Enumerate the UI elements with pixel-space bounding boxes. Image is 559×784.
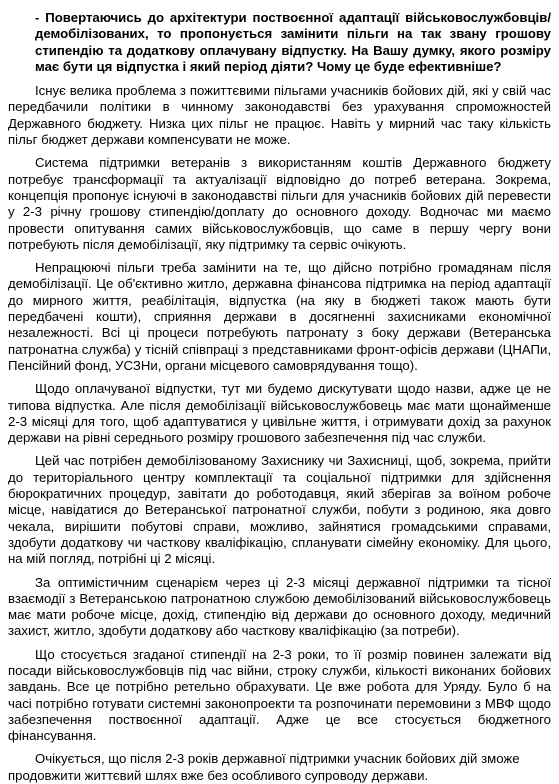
answer-paragraph-8: Очікується, що після 2-3 років державної підтримки учасник бойових дій зможе продовжити життєвий шлях вже без особливого супроводу держави. <box>8 751 520 783</box>
answer-paragraph-2: Система підтримки ветеранів з використанням коштів Державного бюджету потребує трансформації та актуалізації відповідно до потреб ветерана. Зокрема, концепція пропонує існуючі в законодавстві пільги для учасників бойових дій перевести у 2-3 річну грошову стипендію/доплату до основного доходу. Водночас ми маємо провести опитування самих військовослужбовців, що саме в першу чергу вони потребують після демобілізації, яку підтримку та сервіс очікують. <box>8 155 551 252</box>
interview-question: - Повертаючись до архітектури поствоєнної адаптації військовослужбовців/демобілізованих, то пропонується замінити пільги на так звану грошову стипендію та додаткову оплачувану відпустку. На Вашу думку, якого розміру має бути ця відпустка і який період діяти? Чому це буде ефективніше? <box>35 10 551 74</box>
answer-paragraph-1: Існує велика проблема з пожиттєвими пільгами учасників бойових дій, які у свій час передбачили політики в чинному законодавстві без урахування спроможностей Державного бюджету. Низка цих пільг не працює. Навіть у мирний час таку кількість пільг бюджет держави компенсувати не може. <box>8 83 551 148</box>
answer-paragraph-7: Що стосується згаданої стипендії на 2-3 роки, то її розмір повинен залежати від посади військовослужбовців під час війни, строку служби, кількості виконаних бойових завдань. Все це потрібно ретельно обрахувати. Це вже робота для Уряду. Було б на часі потрібно готувати системні законопроекти та розпочинати перемовини з МВФ щодо забезпечення поствоєнної адаптації. Адже це все стосується бюджетного фінансування. <box>8 646 551 744</box>
answer-paragraph-5: Цей час потрібен демобілізованому Захиснику чи Захисниці, щоб, зокрема, прийти до територіального центру комплектації та соціальної підтримки для здійснення бюрократичних процедур, завітати до роботодавця, який зберігав за воїном робоче місце, навідатися до Ветеранської патронатної служби, побути з родиною, яка довго чекала, вирішити побутові справи, можливо, зайнятися громадськими справами, здобути додаткову чи часткову кваліфікацію, спланувати сімейну економіку. Для цього, на мій погляд, потрібні ці 2 місяці. <box>8 453 551 567</box>
answer-paragraph-6: За оптимістичним сценарієм через ці 2-3 місяці державної підтримки та тісної взаємодії з Ветеранською патронатною службою демобілізований військовослужбовець має мати робоче місце, дохід, стипендію від держави до основного доходу, медичний захист, житло, здобути додаткову або часткову кваліфікацію (за потреби). <box>8 574 551 639</box>
answer-paragraph-4: Щодо оплачуваної відпустки, тут ми будемо дискутувати щодо назви, адже це не типова відпустка. Але після демобілізації військовослужбовець має мати щонайменше 2-3 місяці для того, щоб адаптуватися у цивільне життя, і отримувати дохід за рахунок держави на рівні середнього розміру грошового забезпечення під час служби. <box>8 381 551 446</box>
answer-paragraph-3: Непрацюючі пільги треба замінити на те, що дійсно потрібно громадянам після демобілізації. Це об'єктивно житло, державна фінансова підтримка на період адаптації до мирного життя, реабілітація, відпустка (на яку в бюджеті також мають бути передбачені кошти), сприяння держави в досягненні захисниками економічної незалежності. Всі ці процеси потребують патронату з боку держави (Ветеранська патронатна служба) у тісній співпраці з представниками фронт-офісів держави (ЦНАПи, Пенсійний фонд, УСЗНи, органи місцевого самоврядування тощо). <box>8 260 551 373</box>
